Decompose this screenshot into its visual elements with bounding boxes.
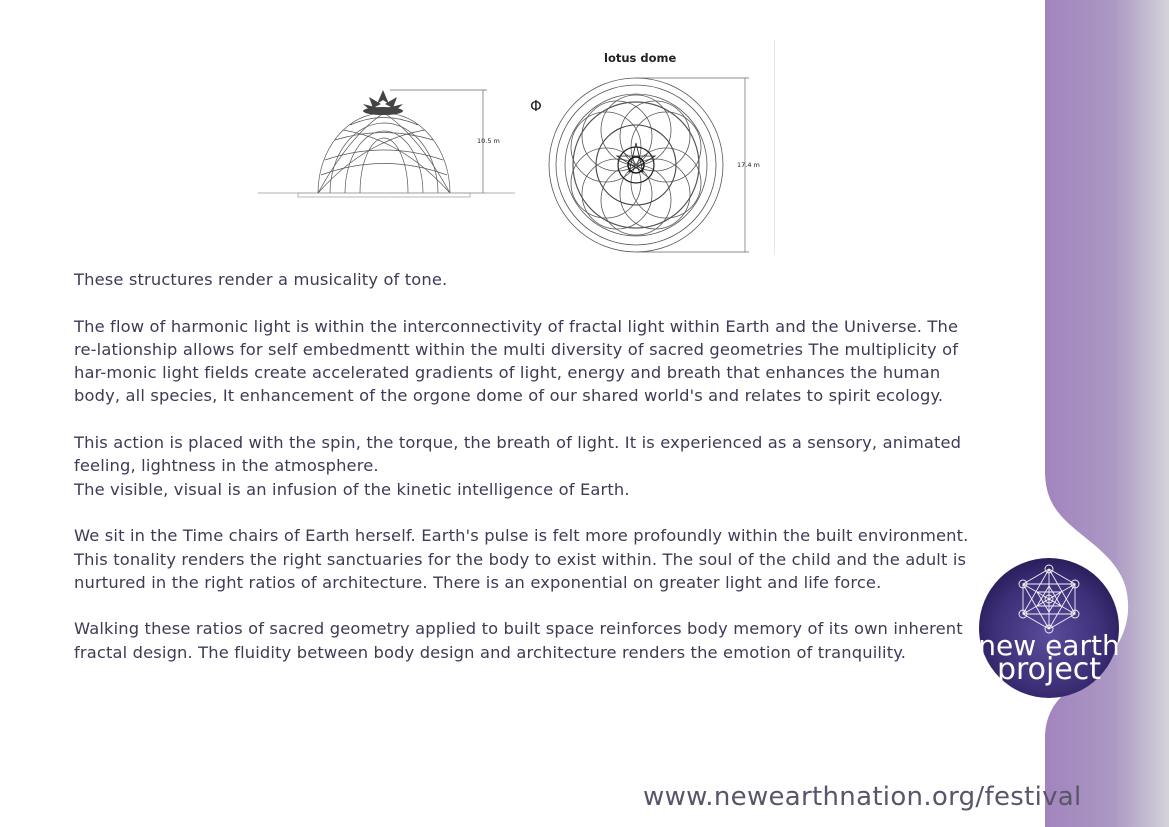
dome-elevation [258, 113, 515, 197]
paragraph-1: These structures render a musicality of tone. [74, 270, 448, 289]
paragraph-6: Walking these ratios of sacred geometry applied to built space reinforces body memory of its own inherent fractal design. The fluidity between body design and architecture renders the emotion of tranquility. [74, 619, 963, 662]
website-url[interactable]: www.newearthnation.org/festival [643, 782, 1082, 812]
diameter-label: 17.4 m [737, 161, 760, 169]
paragraph-4: The visible, visual is an infusion of the kinetic intelligence of Earth. [74, 479, 630, 499]
logo-line-1: new earth [978, 629, 1120, 662]
diameter-dimension [636, 40, 775, 255]
lotus-top-icon [363, 90, 403, 115]
dome-plan [549, 78, 723, 252]
height-label: 10.5 m [477, 137, 500, 145]
height-dimension [390, 90, 487, 193]
paragraph-2: The flow of harmonic light is within the interconnectivity of fractal light within Earth and the Universe. The re-lationship allows for self embedmentt within the multi diversity of sacred geometries The multiplicity of har-monic light fields create accelerated gradients of light, energy and breath that enhances the human body, all species, It enhancement of the orgone dome of our shared world's and relates to spirit ecology. [74, 316, 959, 406]
logo-line-2: project [996, 652, 1102, 687]
new-earth-project-logo [978, 557, 1120, 699]
paragraph-5: We sit in the Time chairs of Earth herself. Earth's pulse is felt more profoundly within the built environment. This tonality renders the right sanctuaries for the body to exist within. The soul of the child and the adult is nurtured in the right ratios of architecture. There is an exponential on greater light and life force. [74, 526, 969, 592]
phi-symbol: Φ [530, 97, 542, 115]
body-text [74, 268, 984, 687]
lotus-dome-drawing [255, 40, 775, 255]
paragraph-3: This action is placed with the spin, the torque, the breath of light. It is experienced as a sensory, animated feeling, lightness in the atmosphere. [74, 433, 962, 476]
figure-title: lotus dome [604, 51, 677, 65]
